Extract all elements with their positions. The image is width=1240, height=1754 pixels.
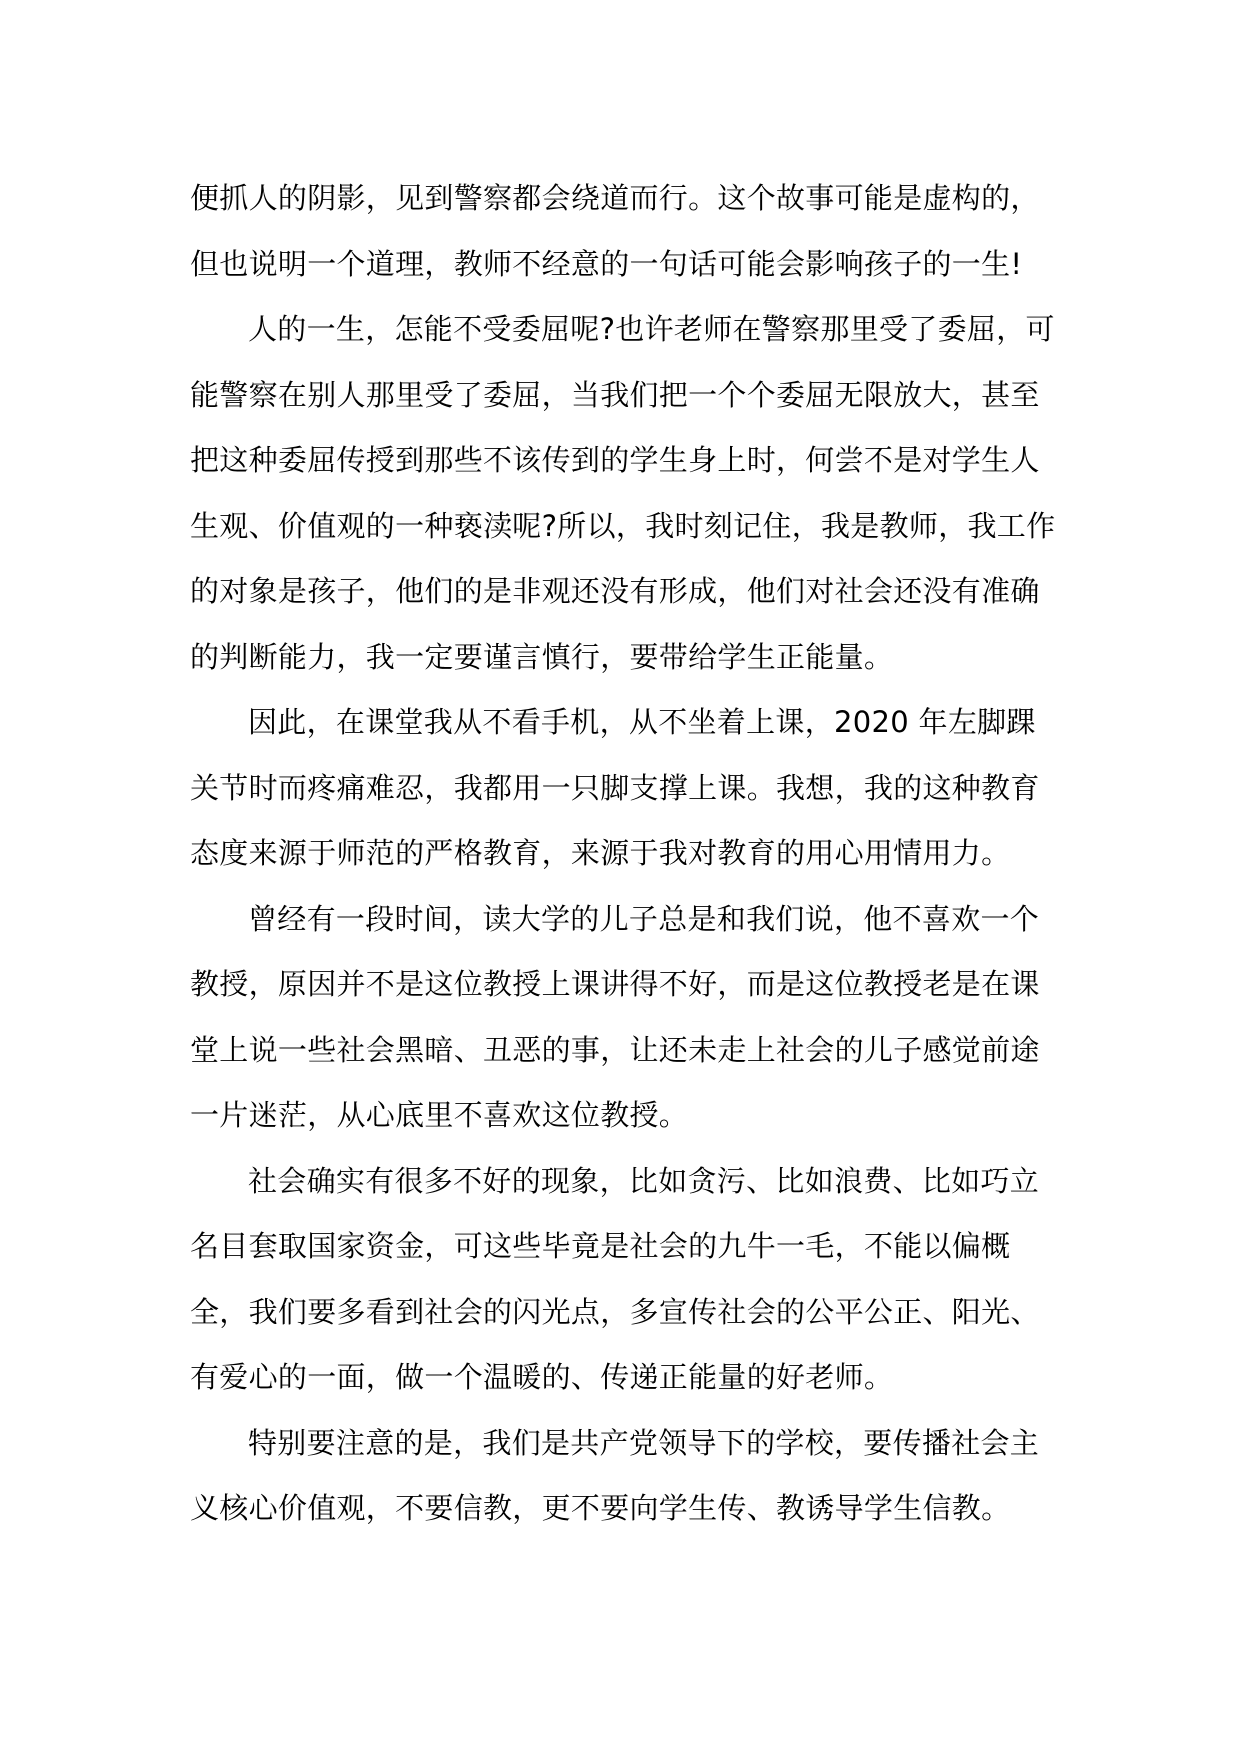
paragraph-3-line-1: 因此，在课堂我从不看手机，从不坐着上课，2020 年左脚踝 <box>248 705 1036 739</box>
paragraph-5-line-2: 名目套取国家资金，可这些毕竟是社会的九牛一毛，不能以偏概 <box>190 1229 1011 1263</box>
paragraph-2-line-3: 把这种委屈传授到那些不该传到的学生身上时，何尝不是对学生人 <box>190 443 1040 477</box>
paragraph-5-line-4: 有爱心的一面，做一个温暖的、传递正能量的好老师。 <box>190 1360 894 1394</box>
paragraph-2-line-4: 生观、价值观的一种亵渎呢?所以，我时刻记住，我是教师，我工作 <box>190 508 1056 543</box>
paragraph-5-line-3: 全，我们要多看到社会的闪光点，多宣传社会的公平公正、阳光、 <box>190 1294 1040 1329</box>
paragraph-2-line-2: 能警察在别人那里受了委屈，当我们把一个个委屈无限放大，甚至 <box>190 377 1040 412</box>
paragraph-4-line-4: 一片迷茫，从心底里不喜欢这位教授。 <box>190 1098 689 1132</box>
paragraph-2-line-6: 的判断能力，我一定要谨言慎行，要带给学生正能量。 <box>190 639 894 674</box>
paragraph-1-line-2: 但也说明一个道理，教师不经意的一句话可能会影响孩子的一生! <box>190 246 1023 281</box>
paragraph-3-line-3: 态度来源于师范的严格教育，来源于我对教育的用心用情用力。 <box>190 836 1011 870</box>
paragraph-4-line-1: 曾经有一段时间，读大学的儿子总是和我们说，他不喜欢一个 <box>248 901 1040 936</box>
paragraph-2-line-1: 人的一生，怎能不受委屈呢?也许老师在警察那里受了委屈，可 <box>248 312 1055 346</box>
paragraph-6-line-2: 义核心价值观，不要信教，更不要向学生传、教诱导学生信教。 <box>190 1491 1011 1525</box>
paragraph-3-line-2: 关节时而疼痛难忍，我都用一只脚支撑上课。我想，我的这种教育 <box>190 770 1040 805</box>
paragraph-6-line-1: 特别要注意的是，我们是共产党领导下的学校，要传播社会主 <box>248 1425 1040 1460</box>
paragraph-5-line-1: 社会确实有很多不好的现象，比如贪污、比如浪费、比如巧立 <box>248 1163 1040 1198</box>
paragraph-2-line-5: 的对象是孩子，他们的是非观还没有形成，他们对社会还没有准确 <box>190 574 1040 608</box>
paragraph-4-line-2: 教授，原因并不是这位教授上课讲得不好，而是这位教授老是在课 <box>190 967 1040 1001</box>
document-body <box>190 172 1070 1548</box>
paragraph-4-line-3: 堂上说一些社会黑暗、丑恶的事，让还未走上社会的儿子感觉前途 <box>190 1032 1040 1067</box>
paragraph-1-line-1: 便抓人的阴影，见到警察都会绕道而行。这个故事可能是虚构的， <box>190 181 1040 215</box>
